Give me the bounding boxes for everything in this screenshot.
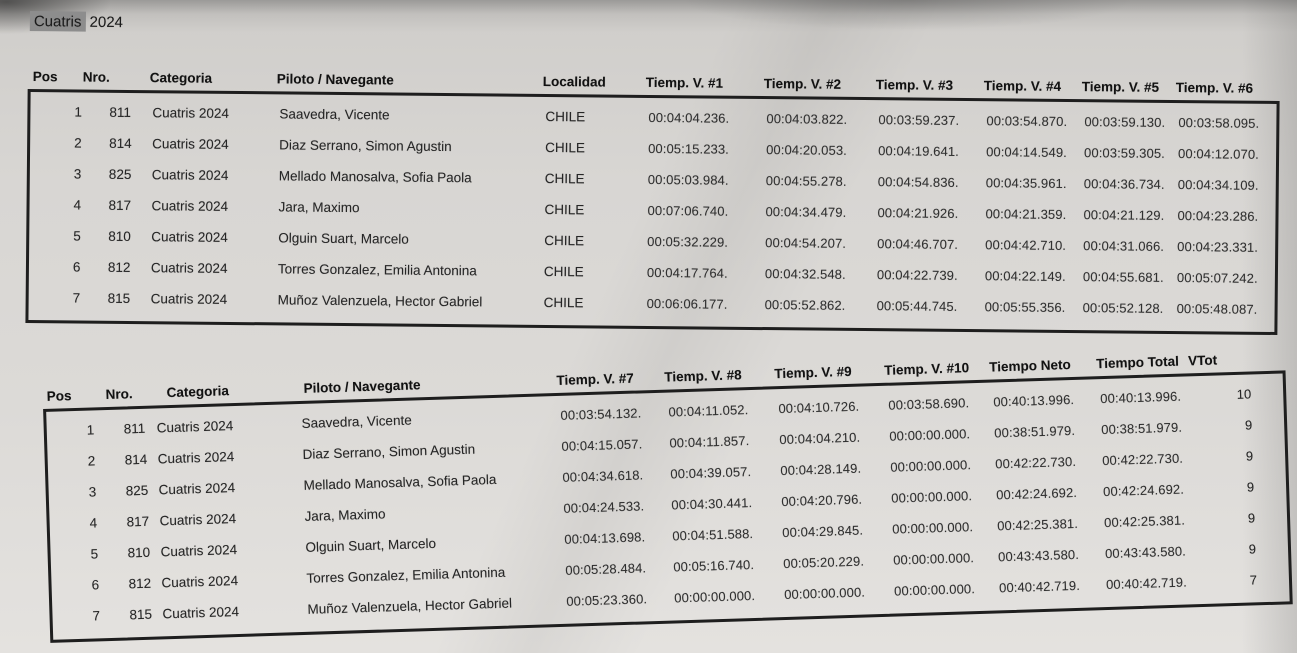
cell-tiempo-v9: 00:04:04.210. [779, 429, 861, 448]
cell-tiempo-v10: 00:00:00.000. [891, 519, 974, 537]
cell-tiempo-v4: 00:04:22.149. [984, 268, 1066, 284]
cell-tiempo-v9: 00:04:28.149. [780, 460, 862, 479]
cell-tiempo-v3: 00:04:54.836. [877, 174, 959, 190]
col-header-tiempo-v4: Tiemp. V. #4 [983, 78, 1062, 94]
col-header-localidad: Localidad [542, 73, 606, 90]
cell-nro: 817 [126, 513, 150, 530]
cell-tiempo-v2: 00:04:54.207. [765, 235, 847, 251]
cell-tiempo-v1: 00:05:32.229. [647, 233, 729, 250]
cell-tiempo-v7: 00:03:54.132. [560, 405, 642, 423]
col-header-tiempo-v9: Tiemp. V. #9 [774, 363, 852, 382]
cell-categoria: Cuatris 2024 [158, 480, 236, 498]
cell-nro: 825 [125, 482, 149, 499]
cell-categoria: Cuatris 2024 [150, 260, 228, 276]
cell-tiempo-v5: 00:03:59.130. [1084, 114, 1166, 130]
cell-pos: 5 [90, 546, 99, 562]
cell-tiempo-v7: 00:04:13.698. [564, 529, 646, 547]
cell-tiempo-v2: 00:05:52.862. [764, 297, 846, 313]
col-header-pos: Pos [32, 69, 58, 85]
cell-tiempo-v8: 00:04:39.057. [670, 464, 752, 482]
col-header-nro: Nro. [105, 386, 133, 403]
cell-tiempo-total: 00:38:51.979. [1101, 419, 1183, 438]
cell-tiempo-v4: 00:04:35.961. [985, 175, 1067, 191]
cell-categoria: Cuatris 2024 [151, 229, 228, 245]
cell-tiempo-total: 00:43:43.580. [1104, 543, 1187, 562]
cell-tiempo-v3: 00:04:22.739. [876, 267, 958, 283]
cell-tiempo-v8: 00:04:11.052. [668, 402, 749, 420]
cell-tiempo-v10: 00:00:00.000. [891, 488, 973, 506]
col-header-categoria: Categoria [149, 70, 213, 86]
cell-pos: 7 [72, 290, 81, 306]
cell-piloto: Saavedra, Vicente [301, 412, 412, 431]
cell-categoria: Cuatris 2024 [150, 291, 228, 307]
cell-pos: 3 [73, 166, 82, 182]
title-year: 2024 [89, 13, 124, 32]
cell-categoria: Cuatris 2024 [159, 511, 237, 529]
results-table-laps-1-6 [25, 54, 1280, 335]
cell-piloto: Mellado Manosalva, Sofia Paola [278, 168, 472, 186]
cell-tiempo-v6: 00:04:34.109. [1177, 177, 1259, 193]
cell-pos: 6 [72, 259, 81, 275]
cell-piloto: Olguin Suart, Marcelo [278, 230, 409, 247]
col-header-piloto: Piloto / Navegante [303, 377, 421, 396]
cell-tiempo-v5: 00:04:55.681. [1082, 269, 1164, 285]
col-header-tiempo-neto: Tiempo Neto [989, 357, 1071, 375]
cell-tiempo-v5: 00:04:31.066. [1083, 238, 1165, 254]
cell-tiempo-v4: 00:04:42.710. [985, 237, 1067, 253]
cell-tiempo-v3: 00:05:44.745. [876, 298, 958, 314]
cell-nro: 812 [128, 575, 152, 592]
cell-nro: 810 [108, 228, 131, 244]
cell-tiempo-total: 00:40:13.996. [1100, 388, 1182, 407]
cell-tiempo-v10: 00:00:00.000. [890, 457, 972, 475]
table1-body [25, 89, 1279, 335]
cell-tiempo-v7: 00:05:28.484. [565, 560, 647, 578]
cell-tiempo-v1: 00:04:17.764. [646, 264, 728, 281]
cell-tiempo-neto: 00:42:24.692. [995, 484, 1078, 503]
cell-pos: 2 [87, 453, 96, 469]
cell-categoria: Cuatris 2024 [161, 573, 239, 591]
results-table-laps-7-10-totals [42, 335, 1293, 642]
cell-vtot: 9 [1247, 510, 1256, 526]
cell-piloto: Muñoz Valenzuela, Hector Gabriel [277, 292, 483, 310]
cell-tiempo-v1: 00:05:15.233. [648, 140, 730, 157]
table2-body [43, 370, 1293, 642]
cell-nro: 812 [107, 259, 131, 275]
cell-localidad: CHILE [543, 294, 584, 311]
cell-localidad: CHILE [544, 170, 585, 187]
cell-tiempo-v10: 00:00:00.000. [892, 550, 975, 568]
cell-piloto: Diaz Serrano, Simon Agustin [302, 441, 476, 462]
col-header-vtot: VTot [1187, 352, 1218, 369]
col-header-tiempo-v5: Tiemp. V. #5 [1081, 79, 1160, 95]
col-header-pos: Pos [46, 388, 72, 404]
col-header-piloto: Piloto / Navegante [276, 71, 394, 88]
cell-piloto: Muñoz Valenzuela, Hector Gabriel [307, 595, 513, 617]
cell-categoria: Cuatris 2024 [160, 542, 238, 560]
cell-vtot: 9 [1245, 448, 1254, 464]
col-header-tiempo-v6: Tiemp. V. #6 [1175, 80, 1254, 96]
cell-piloto: Mellado Manosalva, Sofia Paola [303, 471, 497, 493]
cell-tiempo-v2: 00:04:34.479. [765, 204, 847, 220]
cell-tiempo-v8: 00:04:51.588. [672, 525, 754, 544]
cell-tiempo-total: 00:42:25.381. [1103, 512, 1186, 531]
col-header-tiempo-v1: Tiemp. V. #1 [645, 74, 724, 91]
cell-tiempo-v8: 00:05:16.740. [673, 556, 755, 575]
cell-nro: 814 [109, 135, 132, 151]
cell-tiempo-v2: 00:04:32.548. [764, 266, 846, 282]
cell-tiempo-v10: 00:00:00.000. [889, 426, 971, 444]
cell-nro: 815 [129, 606, 153, 623]
cell-tiempo-neto: 00:40:42.719. [998, 577, 1081, 596]
col-header-nro: Nro. [82, 69, 110, 85]
col-header-tiempo-v3: Tiemp. V. #3 [875, 77, 954, 93]
cell-nro: 817 [108, 197, 132, 213]
cell-nro: 811 [109, 104, 132, 120]
cell-categoria: Cuatris 2024 [156, 418, 234, 436]
cell-localidad: CHILE [545, 108, 586, 125]
col-header-tiempo-v10: Tiemp. V. #10 [884, 360, 970, 378]
cell-tiempo-v10: 00:03:58.690. [888, 395, 970, 413]
cell-localidad: CHILE [543, 263, 584, 280]
cell-tiempo-neto: 00:42:22.730. [995, 453, 1077, 472]
cell-tiempo-v5: 00:05:52.128. [1082, 300, 1164, 316]
cell-tiempo-neto: 00:40:13.996. [993, 391, 1075, 410]
cell-tiempo-v9: 00:05:20.229. [783, 553, 865, 572]
cell-tiempo-neto: 00:38:51.979. [994, 422, 1076, 441]
cell-tiempo-v8: 00:00:00.000. [674, 587, 756, 606]
cell-tiempo-v6: 00:04:23.331. [1177, 239, 1259, 255]
cell-tiempo-v6: 00:05:07.242. [1176, 270, 1258, 286]
cell-tiempo-total: 00:42:22.730. [1101, 450, 1184, 469]
cell-pos: 3 [88, 484, 97, 500]
cell-vtot: 9 [1248, 541, 1257, 557]
col-header-tiempo-v7: Tiemp. V. #7 [556, 370, 634, 389]
cell-pos: 1 [74, 104, 83, 120]
cell-tiempo-v5: 00:04:21.129. [1083, 207, 1165, 223]
cell-pos: 7 [92, 608, 101, 624]
col-header-tiempo-v2: Tiemp. V. #2 [763, 76, 842, 92]
cell-tiempo-v2: 00:04:20.053. [766, 142, 848, 158]
highlighted-category-name: Cuatris [30, 11, 86, 32]
cell-categoria: Cuatris 2024 [151, 167, 229, 183]
cell-nro: 814 [124, 451, 148, 468]
cell-tiempo-v3: 00:04:19.641. [878, 143, 960, 159]
cell-localidad: CHILE [545, 139, 585, 156]
cell-tiempo-neto: 00:43:43.580. [997, 546, 1080, 565]
cell-tiempo-neto: 00:42:25.381. [996, 515, 1079, 534]
cell-tiempo-v10: 00:00:00.000. [893, 581, 976, 599]
cell-tiempo-v8: 00:04:11.857. [669, 433, 750, 451]
cell-pos: 5 [73, 228, 81, 244]
cell-categoria: Cuatris 2024 [151, 198, 229, 214]
cell-tiempo-v6: 00:04:12.070. [1178, 146, 1259, 162]
cell-tiempo-v4: 00:05:55.356. [984, 299, 1066, 315]
cell-categoria: Cuatris 2024 [157, 449, 235, 467]
cell-tiempo-v3: 00:03:59.237. [878, 112, 960, 128]
cell-vtot: 7 [1249, 572, 1258, 588]
col-header-tiempo-total: Tiempo Total [1095, 353, 1180, 372]
cell-tiempo-v4: 00:04:14.549. [986, 144, 1068, 160]
cell-piloto: Olguin Suart, Marcelo [305, 535, 437, 555]
cell-tiempo-v7: 00:04:15.057. [561, 436, 643, 454]
cell-nro: 825 [108, 166, 132, 182]
col-header-categoria: Categoria [166, 383, 230, 401]
cell-tiempo-v5: 00:03:59.305. [1084, 145, 1165, 161]
cell-tiempo-v7: 00:04:34.618. [562, 467, 644, 485]
cell-vtot: 10 [1236, 386, 1252, 402]
cell-tiempo-v3: 00:04:46.707. [877, 236, 959, 252]
cell-vtot: 9 [1244, 417, 1253, 433]
cell-tiempo-total: 00:40:42.719. [1105, 574, 1188, 593]
cell-nro: 811 [123, 420, 146, 437]
cell-tiempo-v4: 00:03:54.870. [986, 113, 1068, 129]
cell-vtot: 9 [1246, 479, 1255, 495]
cell-pos: 4 [89, 515, 98, 531]
cell-tiempo-v7: 00:04:24.533. [563, 498, 645, 516]
cell-piloto: Diaz Serrano, Simon Agustin [279, 137, 452, 155]
cell-localidad: CHILE [544, 232, 585, 249]
cell-categoria: Cuatris 2024 [152, 105, 230, 121]
cell-nro: 815 [107, 290, 131, 306]
cell-categoria: Cuatris 2024 [162, 603, 240, 622]
cell-piloto: Torres Gonzalez, Emilia Antonina [277, 261, 477, 279]
cell-tiempo-v6: 00:03:58.095. [1178, 115, 1260, 131]
cell-tiempo-v6: 00:04:23.286. [1177, 208, 1259, 224]
cell-piloto: Jara, Maximo [278, 199, 360, 216]
cell-pos: 6 [91, 577, 100, 593]
cell-nro: 810 [127, 544, 151, 561]
cell-pos: 2 [74, 135, 82, 151]
cell-categoria: Cuatris 2024 [152, 136, 229, 152]
cell-pos: 1 [86, 422, 95, 438]
cell-localidad: CHILE [544, 201, 585, 218]
cell-tiempo-v2: 00:04:03.822. [766, 111, 848, 127]
cell-tiempo-v4: 00:04:21.359. [985, 206, 1067, 222]
col-header-tiempo-v8: Tiemp. V. #8 [664, 367, 742, 385]
cell-tiempo-v6: 00:05:48.087. [1176, 301, 1258, 317]
cell-tiempo-v1: 00:07:06.740. [647, 202, 729, 219]
cell-pos: 4 [73, 197, 82, 213]
page-title [30, 13, 123, 31]
cell-piloto: Saavedra, Vicente [279, 106, 390, 123]
cell-tiempo-v1: 00:06:06.177. [646, 295, 728, 312]
cell-piloto: Torres Gonzalez, Emilia Antonina [306, 564, 506, 586]
cell-tiempo-total: 00:42:24.692. [1102, 481, 1185, 500]
cell-tiempo-v9: 00:04:29.845. [782, 522, 864, 541]
cell-tiempo-v9: 00:00:00.000. [783, 584, 866, 603]
cell-tiempo-v9: 00:04:20.796. [781, 491, 863, 510]
cell-tiempo-v2: 00:04:55.278. [765, 173, 847, 189]
cell-tiempo-v1: 00:04:04.236. [648, 109, 730, 126]
cell-piloto: Jara, Maximo [304, 506, 386, 524]
cell-tiempo-v7: 00:05:23.360. [566, 591, 648, 609]
cell-tiempo-v5: 00:04:36.734. [1083, 176, 1165, 192]
cell-tiempo-v1: 00:05:03.984. [647, 171, 729, 188]
cell-tiempo-v9: 00:04:10.726. [778, 398, 860, 417]
cell-tiempo-v3: 00:04:21.926. [877, 205, 959, 221]
cell-tiempo-v8: 00:04:30.441. [671, 495, 753, 513]
